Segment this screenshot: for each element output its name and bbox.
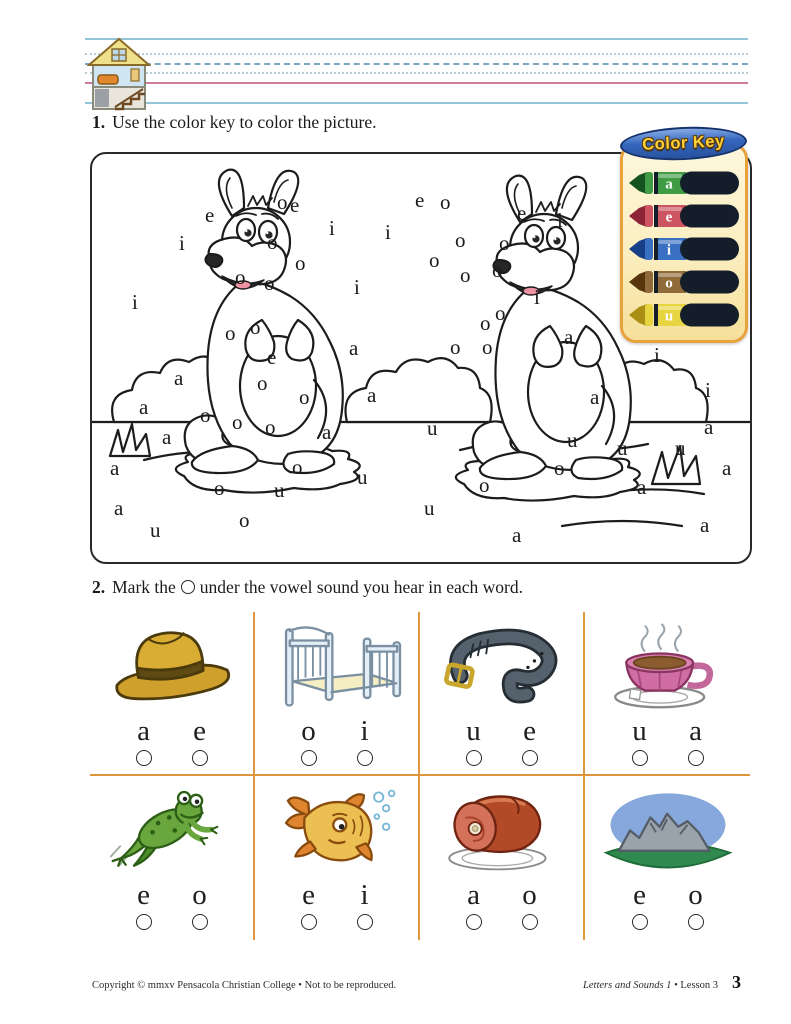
section2-heading (92, 577, 523, 599)
color-code-letter: o (277, 190, 288, 214)
svg-text:e: e (665, 209, 673, 226)
color-code-letter: o (292, 455, 303, 479)
vowel-option-e (287, 881, 331, 930)
answer-circle[interactable] (192, 914, 208, 930)
color-code-letter: o (232, 410, 243, 434)
ham-illustration (432, 786, 572, 874)
color-code-letter: a (722, 456, 732, 480)
answer-circle[interactable] (632, 750, 648, 766)
vowel-option-a (452, 881, 496, 930)
color-code-letter: o (264, 271, 275, 295)
answer-circle[interactable] (466, 914, 482, 930)
answer-circle[interactable] (301, 750, 317, 766)
color-code-letter: u (357, 465, 368, 489)
blue-crayon (628, 236, 740, 262)
color-key-title: Color Key (641, 132, 726, 154)
crayon-art (628, 170, 740, 196)
color-code-letter: o (257, 371, 268, 395)
vowel-letter: u (632, 715, 647, 747)
svg-text:i: i (666, 242, 672, 259)
color-code-letter: i (354, 275, 360, 299)
color-code-letter: o (429, 248, 440, 272)
color-code-letter: i (557, 208, 563, 232)
vowel-letter: o (688, 879, 703, 911)
color-code-letter: o (295, 251, 306, 275)
color-code-letter: o (200, 403, 211, 427)
svg-text:u: u (664, 308, 674, 325)
rule-bottom-line (85, 102, 748, 104)
color-code-letter: u (567, 428, 578, 452)
vowel-letter: e (633, 879, 646, 911)
rule-top-line (85, 38, 748, 40)
belt-illustration (432, 622, 572, 710)
vowel-letter: e (523, 715, 536, 747)
rule-baseline (85, 82, 748, 84)
color-code-letter: i (385, 220, 391, 244)
color-code-letter: o (455, 228, 466, 252)
mountain-image (598, 783, 738, 877)
rule-dotted-line (85, 72, 748, 74)
red-crayon (628, 203, 740, 229)
lesson-label: • Lesson 3 (671, 980, 718, 991)
crib-image (267, 619, 407, 713)
color-code-letter: a (114, 496, 124, 520)
vowel-letter: a (137, 715, 150, 747)
color-code-letter: a (367, 383, 377, 407)
answer-circle[interactable] (522, 750, 538, 766)
yellow-crayon (628, 302, 740, 328)
color-code-letter: u (150, 518, 161, 542)
color-code-letter: u (274, 478, 285, 502)
vowel-grid (90, 612, 750, 940)
answer-circle[interactable] (466, 750, 482, 766)
color-code-letter: o (235, 265, 246, 289)
crayon-art (628, 269, 740, 295)
crayon-art (628, 302, 740, 328)
color-code-letter: e (415, 188, 425, 212)
cup-word-cell (585, 612, 750, 776)
color-code-letter: o (440, 190, 451, 214)
answer-circle[interactable] (357, 914, 373, 930)
vowel-option-i (343, 717, 387, 766)
handwriting-lines (85, 36, 748, 108)
color-code-letter: o (492, 258, 503, 282)
vowel-letter: i (360, 715, 369, 747)
vowel-option-u (618, 717, 662, 766)
answer-circle[interactable] (301, 914, 317, 930)
color-code-letter: i (534, 285, 540, 309)
vowel-options (452, 717, 552, 766)
color-code-letter: a (174, 366, 184, 390)
green-crayon (628, 170, 740, 196)
color-code-letter: a (700, 513, 710, 537)
answer-circle[interactable] (136, 914, 152, 930)
color-code-letter: o (239, 508, 250, 532)
vowel-options (122, 717, 222, 766)
answer-circle[interactable] (192, 750, 208, 766)
vowel-options (618, 881, 718, 930)
crayon-art (628, 203, 740, 229)
color-code-letter: u (427, 416, 438, 440)
rule-dotted-line (85, 53, 748, 55)
fish-word-cell (255, 776, 420, 940)
color-code-letter: a (564, 325, 574, 349)
footer-right (583, 972, 741, 993)
page-number: 3 (732, 972, 741, 992)
hat-word-cell (90, 612, 255, 776)
copyright-text: Copyright © mmxv Pensacola Christian College • Not to be reproduced. (92, 980, 397, 991)
color-code-letter: o (499, 231, 510, 255)
vowel-option-o (508, 881, 552, 930)
vowel-letter: a (689, 715, 702, 747)
section1-heading (92, 112, 376, 134)
answer-circle[interactable] (632, 914, 648, 930)
cup-illustration (598, 622, 738, 710)
color-code-letter: o (299, 385, 310, 409)
vowel-options (618, 717, 718, 766)
color-code-letter: a (139, 395, 149, 419)
answer-circle[interactable] (136, 750, 152, 766)
color-code-letter: o (460, 263, 471, 287)
hat-illustration (102, 622, 242, 710)
crib-word-cell (255, 612, 420, 776)
color-code-letter: a (349, 336, 359, 360)
mountain-word-cell (585, 776, 750, 940)
vowel-letter: e (302, 879, 315, 911)
vowel-options (287, 717, 387, 766)
color-code-letter: e (205, 203, 215, 227)
section2-instruction-before: Mark the (112, 577, 176, 597)
color-code-letter: a (110, 456, 120, 480)
vowel-letter: u (466, 715, 481, 747)
answer-circle[interactable] (522, 914, 538, 930)
color-code-letter: u (675, 436, 686, 460)
vowel-option-e (618, 881, 662, 930)
vowel-letter: a (467, 879, 480, 911)
color-code-letter: o (450, 335, 461, 359)
brown-crayon (628, 269, 740, 295)
ham-word-cell (420, 776, 585, 940)
answer-circle[interactable] (357, 750, 373, 766)
fish-image (267, 783, 407, 877)
color-code-letter: o (495, 301, 506, 325)
crayon-list (623, 170, 745, 328)
frog-word-cell (90, 776, 255, 940)
color-key (620, 127, 748, 343)
vowel-option-e (178, 717, 222, 766)
vowel-letter: i (360, 879, 369, 911)
vowel-letter: o (301, 715, 316, 747)
color-code-letter: a (704, 415, 714, 439)
frog-image (102, 783, 242, 877)
color-code-letter: i (179, 231, 185, 255)
color-key-box (620, 143, 748, 343)
vowel-option-a (674, 717, 718, 766)
color-code-letter: o (250, 315, 261, 339)
vowel-option-o (287, 717, 331, 766)
color-code-letter: a (590, 385, 600, 409)
svg-text:o: o (665, 275, 673, 292)
vowel-letter: e (137, 879, 150, 911)
vowel-letter: o (522, 879, 537, 911)
hat-image (102, 619, 242, 713)
color-code-letter: o (479, 473, 490, 497)
color-code-letter: o (554, 456, 565, 480)
vowel-options (287, 881, 387, 930)
vowel-option-o (674, 881, 718, 930)
rule-mid-dashed-line (85, 63, 748, 65)
color-code-letter: i (705, 378, 711, 402)
frog-illustration (102, 786, 242, 874)
color-code-letter: e (290, 193, 300, 217)
color-code-letter: a (322, 420, 332, 444)
answer-circle[interactable] (688, 750, 704, 766)
vowel-options (122, 881, 222, 930)
vowel-letter: e (193, 715, 206, 747)
house-cross-section-icon (87, 37, 151, 111)
color-code-letter: u (617, 436, 628, 460)
color-code-letter: o (265, 415, 276, 439)
belt-word-cell (420, 612, 585, 776)
color-code-letter: i (132, 290, 138, 314)
color-code-letter: a (162, 425, 172, 449)
cup-image (598, 619, 738, 713)
color-code-letter: a (512, 523, 522, 547)
color-code-letter: a (637, 475, 647, 499)
section1-number: 1. (92, 112, 106, 132)
grass-tuft (110, 424, 150, 456)
color-code-letter: o (482, 335, 493, 359)
mountain-illustration (598, 786, 738, 874)
vowel-option-a (122, 717, 166, 766)
answer-circle[interactable] (688, 914, 704, 930)
vowel-options (452, 881, 552, 930)
belt-image (432, 619, 572, 713)
vowel-option-e (508, 717, 552, 766)
color-code-letter: o (267, 230, 278, 254)
color-code-letter: o (225, 321, 236, 345)
color-code-letter: o (480, 311, 491, 335)
book-title: Letters and Sounds 1 (583, 980, 672, 991)
vowel-option-o (178, 881, 222, 930)
crayon-art (628, 236, 740, 262)
vowel-letter: o (192, 879, 207, 911)
section2-instruction-after: under the vowel sound you hear in each word. (199, 577, 523, 597)
crib-illustration (267, 622, 407, 710)
circle-glyph (181, 580, 195, 594)
fish-illustration (267, 786, 407, 874)
kangaroo (473, 176, 631, 479)
svg-text:a: a (665, 176, 673, 193)
color-code-letter: e (267, 345, 277, 369)
color-code-letter: o (214, 476, 225, 500)
ham-image (432, 783, 572, 877)
color-code-letter: i (329, 216, 335, 240)
color-code-letter: i (654, 343, 660, 367)
color-code-letter: e (517, 201, 527, 225)
footer (92, 972, 741, 993)
vowel-option-e (122, 881, 166, 930)
vowel-option-i (343, 881, 387, 930)
section1-instruction: Use the color key to color the picture. (112, 112, 377, 132)
vowel-option-u (452, 717, 496, 766)
section2-number: 2. (92, 577, 106, 597)
color-code-letter: u (424, 496, 435, 520)
